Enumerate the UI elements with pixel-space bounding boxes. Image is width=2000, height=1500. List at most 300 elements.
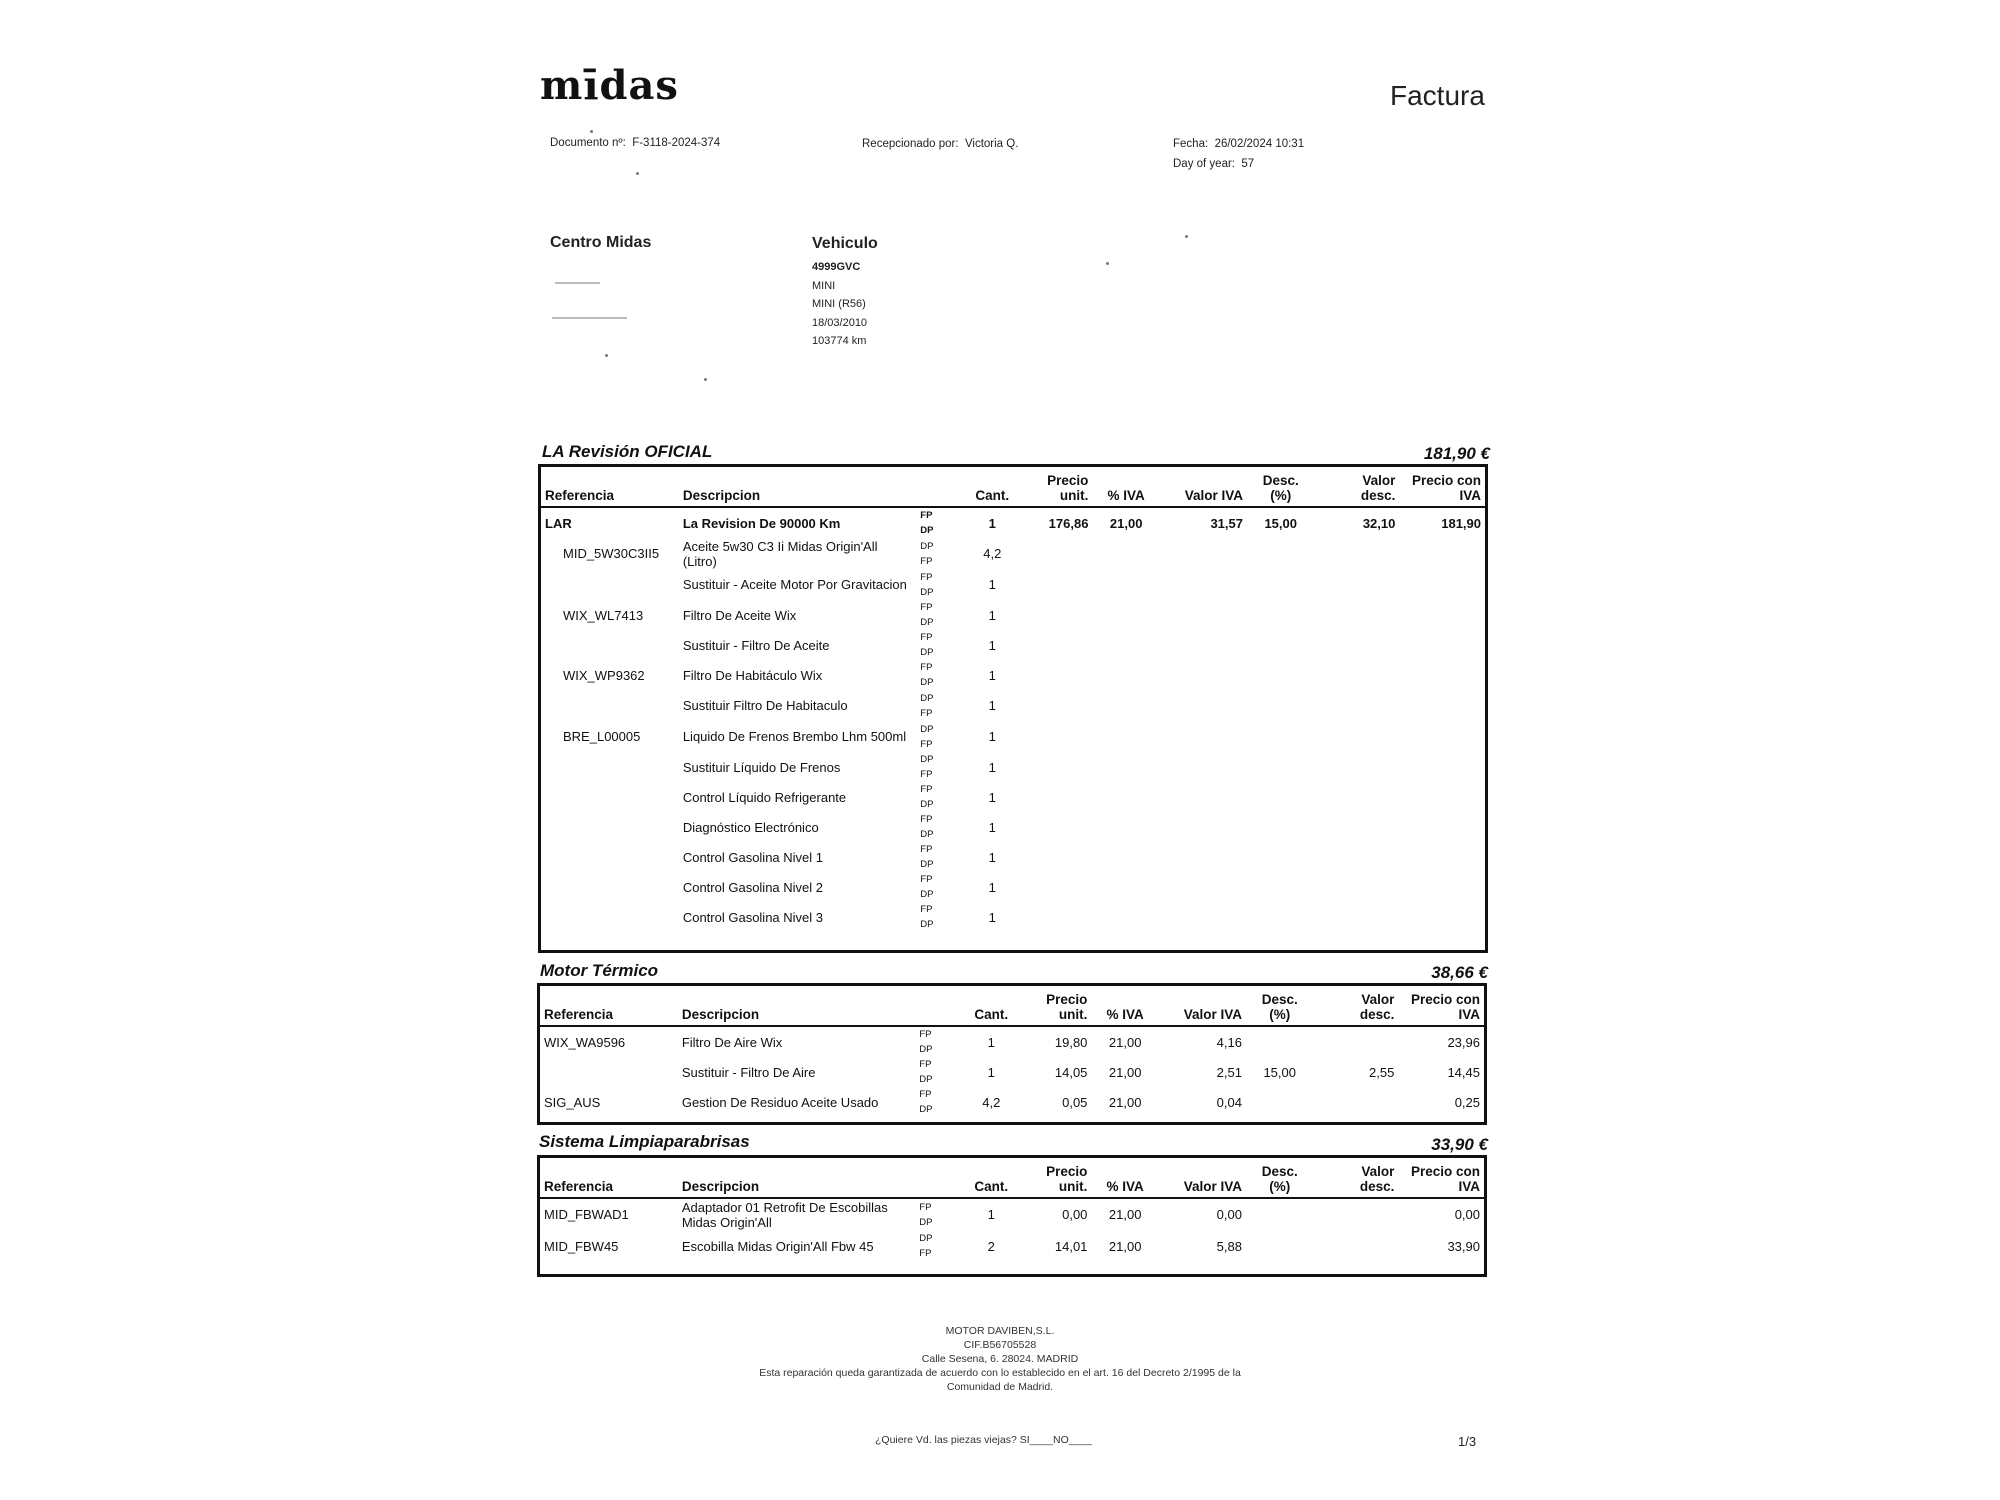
cell-precio-con-iva	[1399, 842, 1486, 872]
cell-desc-pct	[1246, 1087, 1313, 1117]
col-valor-desc-label: desc.	[1360, 488, 1396, 503]
limpiaparabrisas-table	[537, 1155, 1487, 1277]
cell-valor-iva: 31,57	[1210, 515, 1243, 531]
fpdp-code: DP	[920, 889, 934, 900]
cell-desc: Sustituir - Filtro De Aire	[681, 1064, 816, 1080]
table-row	[540, 538, 1487, 569]
cell-precio: 176,86	[1048, 515, 1089, 531]
fpdp-code: FP	[919, 1029, 932, 1040]
revision-table	[538, 464, 1488, 953]
cell-ref	[540, 842, 679, 872]
cell-cant: 1	[988, 789, 996, 805]
section-total-revision: 181,90 €	[1423, 444, 1490, 463]
col-fpdp	[918, 466, 964, 508]
cell-precio	[1021, 660, 1093, 690]
redacted-line	[555, 282, 600, 284]
cell-desc-pct: 15,00	[1263, 1064, 1296, 1080]
col-cant	[963, 985, 1020, 1027]
col-precio-unit	[1020, 1157, 1092, 1199]
col-precio-con-iva-label: IVA	[1459, 488, 1481, 503]
cell-iva	[1092, 690, 1159, 721]
documento-label: Documento nº:	[550, 137, 626, 149]
col-valor-iva-label: Valor IVA	[1183, 1007, 1242, 1022]
cell-ref: BRE_L00005	[563, 729, 641, 744]
cell-fpdp	[918, 872, 964, 902]
cell-valor-iva: 0,00	[1216, 1207, 1242, 1222]
recepcionado-field	[862, 138, 1018, 150]
fpdp-code: DP	[920, 723, 934, 735]
cell-cant: 1	[987, 1064, 995, 1080]
cell-desc: Control Gasolina Nivel 2	[682, 879, 824, 895]
cell-fpdp	[918, 630, 964, 660]
fpdp-code: FP	[920, 738, 933, 750]
footer-block	[700, 1324, 1300, 1394]
cell-valor-desc	[1313, 1026, 1398, 1057]
cell-precio	[1021, 752, 1093, 782]
cell-precio	[1021, 902, 1093, 932]
vehiculo-make: MINI	[812, 279, 836, 292]
fpdp-code: FP	[920, 510, 933, 521]
cell-cant: 1	[988, 729, 996, 744]
cell-cant: 4,2	[982, 1094, 1001, 1110]
cell-desc-pct	[1247, 721, 1314, 752]
cell-desc-pct	[1247, 902, 1314, 932]
cell-precio-con-iva	[1399, 752, 1486, 782]
col-precio-unit	[1020, 985, 1092, 1027]
col-descripcion-label: Descripcion	[681, 1007, 760, 1022]
filler-cell	[540, 932, 1487, 952]
section-title-limpiaparabrisas: Sistema Limpiaparabrisas	[539, 1132, 750, 1151]
fecha-value: 26/02/2024 10:31	[1214, 138, 1305, 150]
col-precio-unit-label: unit.	[1058, 1007, 1088, 1022]
cell-valor-desc	[1314, 630, 1399, 660]
fpdp-code: DP	[920, 617, 934, 628]
fpdp-code: FP	[920, 769, 933, 780]
vehiculo-date: 18/03/2010	[812, 316, 868, 329]
col-desc-pct-label: Desc.	[1261, 992, 1298, 1007]
col-precio-con-iva-label: IVA	[1458, 1007, 1480, 1022]
cell-iva	[1092, 569, 1159, 600]
cell-desc: Sustituir Líquido De Frenos	[682, 759, 841, 775]
fecha-label: Fecha:	[1173, 138, 1209, 150]
cell-precio-con-iva: 33,90	[1447, 1238, 1480, 1254]
fpdp-code: FP	[920, 844, 933, 855]
cell-precio	[1021, 842, 1093, 872]
cell-fpdp	[918, 600, 964, 630]
col-precio-con-iva-label: Precio con	[1411, 473, 1481, 488]
cell-desc-pct	[1246, 1026, 1313, 1057]
cell-valor-iva: 5,88	[1216, 1238, 1242, 1254]
cell-precio-con-iva: 0,25	[1454, 1094, 1480, 1110]
cell-cant: 2	[987, 1238, 995, 1254]
cell-valor-desc	[1314, 842, 1399, 872]
fpdp-code: FP	[920, 904, 933, 915]
section-total-limpiaparabrisas: 33,90 €	[1431, 1135, 1488, 1154]
col-valor-iva-label: Valor IVA	[1183, 1179, 1242, 1194]
cell-valor-iva	[1160, 812, 1247, 842]
col-referencia-label: Referencia	[545, 488, 615, 503]
fpdp-code: FP	[920, 874, 933, 885]
cell-valor-iva	[1160, 660, 1247, 690]
table-row	[539, 1026, 1486, 1057]
footer-address: Calle Sesena, 6. 28024. MADRID	[921, 1353, 1079, 1365]
scan-speck	[1185, 235, 1188, 238]
cell-precio: 0,05	[1062, 1094, 1088, 1110]
filler-cell	[539, 1117, 1486, 1124]
cell-desc-pct	[1247, 872, 1314, 902]
fpdp-code: DP	[920, 859, 934, 870]
cell-iva: 21,00	[1108, 1238, 1142, 1254]
cell-desc-pct	[1246, 1230, 1313, 1262]
cell-desc: Filtro De Habitáculo Wix	[682, 667, 823, 683]
cell-precio	[1021, 812, 1093, 842]
cell-precio-con-iva	[1399, 600, 1486, 630]
table-row	[540, 690, 1487, 721]
page-number: 1/3	[1458, 1434, 1477, 1449]
cell-valor-iva	[1160, 782, 1247, 812]
col-desc-pct-label: (%)	[1269, 1007, 1291, 1022]
cell-iva	[1092, 902, 1159, 932]
col-descripcion	[678, 985, 917, 1027]
col-valor-desc	[1314, 466, 1399, 508]
cell-ref: WIX_WA9596	[544, 1034, 626, 1050]
cell-desc: Filtro De Aire Wix	[681, 1034, 783, 1050]
col-precio-unit-label: unit.	[1059, 488, 1089, 503]
table-row	[540, 600, 1487, 630]
cell-desc-pct	[1247, 569, 1314, 600]
col-valor-iva	[1159, 1157, 1246, 1199]
cell-precio-con-iva	[1399, 690, 1486, 721]
cell-valor-iva	[1160, 690, 1247, 721]
recepcionado-label: Recepcionado por:	[862, 138, 959, 150]
fpdp-code: DP	[920, 540, 934, 552]
cell-ref: SIG_AUS	[544, 1094, 601, 1110]
fecha-field	[1173, 138, 1304, 150]
recepcionado-value: Victoria Q.	[964, 138, 1019, 150]
col-precio-con-iva	[1398, 1157, 1485, 1199]
cell-valor-desc	[1314, 600, 1399, 630]
cell-iva	[1092, 660, 1159, 690]
cell-precio	[1021, 872, 1093, 902]
cell-desc-pct	[1247, 812, 1314, 842]
cell-cant: 1	[987, 1207, 995, 1222]
col-referencia	[539, 1157, 678, 1199]
cell-valor-desc: 2,55	[1369, 1064, 1395, 1080]
cell-desc: Filtro De Aceite Wix	[682, 607, 797, 623]
cell-valor-desc	[1314, 782, 1399, 812]
cell-desc: Control Gasolina Nivel 1	[682, 849, 824, 865]
cell-valor-desc: 32,10	[1362, 515, 1396, 531]
cell-desc-pct	[1247, 538, 1314, 569]
cell-iva	[1092, 721, 1159, 752]
col-desc-pct-label: Desc.	[1262, 473, 1299, 488]
cell-valor-iva	[1160, 721, 1247, 752]
col-iva	[1091, 985, 1158, 1027]
table-row	[540, 752, 1487, 782]
fpdp-code: DP	[920, 754, 934, 765]
col-precio-unit	[1021, 466, 1093, 508]
cell-fpdp	[918, 660, 964, 690]
cell-valor-iva	[1160, 538, 1247, 569]
cell-iva	[1092, 842, 1159, 872]
col-referencia	[539, 985, 678, 1027]
col-fpdp	[917, 1157, 963, 1199]
cell-desc: Sustituir - Filtro De Aceite	[682, 637, 830, 653]
cell-desc-pct	[1247, 660, 1314, 690]
table-row	[540, 569, 1487, 600]
fpdp-code: DP	[920, 799, 934, 810]
table-row	[540, 902, 1487, 932]
col-referencia-label: Referencia	[544, 1179, 614, 1194]
cell-valor-iva: 2,51	[1216, 1064, 1242, 1080]
cell-cant: 1	[988, 879, 996, 895]
table-row	[539, 1198, 1486, 1230]
table-row	[540, 782, 1487, 812]
filler-cell	[539, 1262, 1486, 1276]
table-row	[540, 630, 1487, 660]
scan-speck	[605, 354, 608, 357]
col-valor-desc-label: Valor	[1361, 992, 1395, 1007]
col-valor-iva-label: Valor IVA	[1184, 488, 1243, 503]
col-valor-iva	[1159, 985, 1246, 1027]
cell-cant: 1	[988, 819, 996, 835]
cell-iva: 21,00	[1108, 1207, 1142, 1222]
cell-iva: 21,00	[1109, 515, 1143, 531]
cell-precio-con-iva	[1399, 872, 1486, 902]
cell-desc: Sustituir - Aceite Motor Por Gravitacion	[682, 577, 907, 592]
cell-precio-con-iva	[1399, 538, 1486, 569]
cell-iva	[1092, 538, 1159, 569]
header-row	[539, 1157, 1486, 1199]
cell-valor-desc	[1314, 872, 1399, 902]
cell-valor-desc	[1314, 721, 1399, 752]
section-title-revision: LA Revisión OFICIAL	[542, 442, 713, 461]
cell-precio	[1021, 600, 1093, 630]
col-precio-con-iva	[1398, 985, 1485, 1027]
cell-desc: La Revision De 90000 Km	[682, 515, 841, 531]
cell-fpdp	[918, 690, 964, 721]
col-iva	[1091, 1157, 1158, 1199]
cell-fpdp	[918, 721, 964, 752]
cell-ref: WIX_WP9362	[563, 667, 645, 683]
col-desc-pct-label: (%)	[1270, 488, 1292, 503]
cell-desc: Control Líquido Refrigerante	[682, 789, 847, 805]
col-iva	[1092, 466, 1159, 508]
redacted-line	[552, 317, 627, 319]
cell-desc-pct	[1247, 630, 1314, 660]
cell-iva: 21,00	[1108, 1094, 1142, 1110]
cell-precio-con-iva	[1399, 630, 1486, 660]
documento-field	[550, 137, 720, 149]
motor-table	[537, 983, 1487, 1125]
col-desc-pct-label: (%)	[1269, 1179, 1291, 1194]
vehiculo-title: Vehiculo	[812, 235, 878, 252]
col-valor-desc	[1313, 985, 1398, 1027]
filler-row	[540, 932, 1487, 952]
fpdp-code: FP	[920, 784, 933, 795]
col-valor-desc-label: Valor	[1361, 1164, 1395, 1179]
scan-speck	[1106, 262, 1109, 265]
table-row	[540, 812, 1487, 842]
cell-valor-iva	[1160, 872, 1247, 902]
cell-precio-con-iva	[1399, 569, 1486, 600]
cell-cant: 4,2	[983, 546, 1002, 561]
table-row	[540, 507, 1487, 538]
cell-precio-con-iva: 14,45	[1447, 1064, 1480, 1080]
cell-precio: 0,00	[1062, 1207, 1088, 1222]
vehiculo-plate: 4999GVC	[812, 261, 861, 273]
cell-valor-iva	[1160, 600, 1247, 630]
fpdp-code: DP	[919, 1216, 933, 1228]
scan-speck	[704, 378, 707, 381]
table-row	[540, 660, 1487, 690]
cell-valor-desc	[1314, 752, 1399, 782]
col-precio-unit-label: Precio	[1047, 473, 1089, 488]
footer-legal-2: Comunidad de Madrid.	[946, 1381, 1054, 1393]
col-desc-pct	[1246, 985, 1313, 1027]
filler-row	[539, 1262, 1486, 1276]
cell-fpdp	[918, 842, 964, 872]
cell-cant: 1	[988, 515, 996, 531]
col-valor-desc-label: desc.	[1359, 1179, 1395, 1194]
day-of-year-value: 57	[1241, 158, 1255, 170]
fpdp-code: FP	[920, 662, 933, 673]
cell-valor-iva: 4,16	[1216, 1034, 1242, 1050]
cell-precio-con-iva	[1399, 660, 1486, 690]
cell-desc: Control Gasolina Nivel 3	[682, 909, 824, 925]
cell-desc: Gestion De Residuo Aceite Usado	[681, 1094, 879, 1110]
cell-ref	[540, 782, 679, 812]
table-row	[539, 1057, 1486, 1087]
cell-precio	[1021, 721, 1093, 752]
col-desc-pct	[1246, 1157, 1313, 1199]
col-descripcion-label: Descripcion	[681, 1179, 760, 1194]
cell-fpdp	[918, 569, 964, 600]
cell-ref	[540, 872, 679, 902]
cell-ref: LAR	[545, 515, 572, 531]
cell-fpdp	[918, 507, 964, 538]
cell-precio	[1021, 538, 1093, 569]
col-precio-unit-label: unit.	[1058, 1179, 1088, 1194]
cell-valor-desc	[1314, 569, 1399, 600]
col-cant-label: Cant.	[974, 1007, 1009, 1022]
cell-iva: 21,00	[1108, 1034, 1142, 1050]
cell-valor-desc	[1314, 690, 1399, 721]
col-precio-unit-label: Precio	[1046, 992, 1088, 1007]
cell-ref	[540, 569, 679, 600]
cell-valor-iva	[1160, 842, 1247, 872]
fpdp-code: FP	[920, 555, 933, 567]
table-row	[540, 872, 1487, 902]
cell-fpdp	[917, 1057, 963, 1087]
cell-precio-con-iva	[1399, 721, 1486, 752]
cell-cant: 1	[988, 909, 996, 925]
cell-precio: 19,80	[1054, 1034, 1088, 1050]
cell-valor-iva	[1160, 902, 1247, 932]
centro-title: Centro Midas	[550, 234, 652, 251]
cell-valor-desc	[1314, 902, 1399, 932]
cell-ref	[539, 1057, 678, 1087]
cell-ref	[540, 630, 679, 660]
cell-ref: MID_5W30C3II5	[563, 546, 660, 561]
cell-fpdp	[918, 902, 964, 932]
vehiculo-model: MINI (R56)	[812, 298, 866, 310]
cell-fpdp	[918, 538, 964, 569]
cell-ref: MID_FBW45	[544, 1238, 619, 1254]
col-precio-unit-label: Precio	[1046, 1164, 1088, 1179]
cell-valor-desc	[1314, 812, 1399, 842]
cell-valor-desc	[1313, 1087, 1398, 1117]
vehiculo-details	[812, 258, 867, 351]
cell-iva	[1092, 812, 1159, 842]
cell-desc: Liquido De Frenos Brembo Lhm 500ml	[682, 729, 907, 744]
cell-fpdp	[917, 1026, 963, 1057]
col-cant-label: Cant.	[974, 1179, 1009, 1194]
cell-valor-iva	[1160, 569, 1247, 600]
footer-legal-1: Esta reparación queda garantizada de acuerdo con lo establecido en el art. 16 del Decreto 2/1995 de la	[759, 1367, 1241, 1379]
day-of-year-label: Day of year:	[1173, 158, 1235, 170]
cell-precio-con-iva: 181,90	[1441, 515, 1481, 531]
col-precio-con-iva-label: IVA	[1458, 1179, 1480, 1194]
day-of-year-field	[1173, 158, 1254, 170]
fpdp-code: DP	[919, 1233, 933, 1244]
documento-value: F-3118-2024-374	[632, 137, 721, 149]
cell-valor-desc	[1313, 1230, 1398, 1262]
cell-cant: 1	[988, 577, 996, 592]
cell-precio: 14,01	[1054, 1238, 1088, 1254]
col-precio-con-iva	[1399, 466, 1486, 508]
fpdp-code: FP	[919, 1089, 932, 1100]
cell-valor-iva	[1160, 630, 1247, 660]
col-valor-desc-label: Valor	[1362, 473, 1396, 488]
vehiculo-km: 103774 km	[812, 335, 867, 347]
col-valor-desc	[1313, 1157, 1398, 1199]
cell-fpdp	[918, 782, 964, 812]
cell-ref: WIX_WL7413	[563, 607, 644, 623]
cell-ref	[540, 902, 679, 932]
fpdp-code: DP	[919, 1104, 933, 1115]
cell-iva	[1092, 600, 1159, 630]
fpdp-code: DP	[920, 919, 934, 930]
cell-iva	[1092, 752, 1159, 782]
cell-valor-iva	[1160, 752, 1247, 782]
fpdp-code: DP	[920, 829, 934, 840]
table-row	[539, 1087, 1486, 1117]
col-desc-pct-label: Desc.	[1261, 1164, 1298, 1179]
cell-cant: 1	[988, 849, 996, 865]
col-cant	[964, 466, 1021, 508]
cell-desc: Adaptador 01 Retrofit De Escobillas Midas Origin'All	[681, 1199, 888, 1230]
cell-ref: MID_FBWAD1	[544, 1207, 629, 1222]
cell-iva	[1092, 630, 1159, 660]
fpdp-code: FP	[919, 1201, 932, 1213]
fpdp-code: DP	[920, 692, 934, 704]
col-precio-con-iva-label: Precio con	[1410, 1164, 1480, 1179]
cell-precio: 14,05	[1054, 1064, 1088, 1080]
cell-ref	[540, 812, 679, 842]
col-fpdp	[917, 985, 963, 1027]
fpdp-code: FP	[920, 814, 933, 825]
cell-desc-pct	[1247, 600, 1314, 630]
table-row	[540, 842, 1487, 872]
col-cant-label: Cant.	[975, 488, 1010, 503]
fpdp-code: DP	[919, 1044, 933, 1055]
cell-desc: Escobilla Midas Origin'All Fbw 45	[681, 1238, 874, 1254]
scan-speck	[590, 130, 593, 133]
cell-valor-desc	[1313, 1198, 1398, 1230]
col-descripcion	[679, 466, 918, 508]
fpdp-code: FP	[919, 1059, 932, 1070]
